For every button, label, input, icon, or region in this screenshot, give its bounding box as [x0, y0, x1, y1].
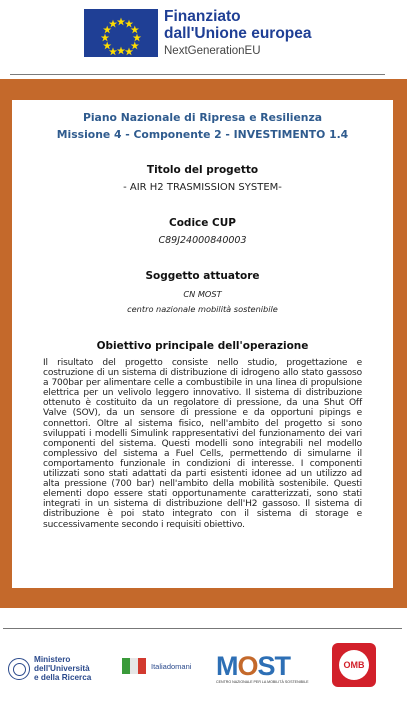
cup-heading: Codice CUP: [169, 217, 236, 229]
poster-frame: [0, 79, 407, 608]
mur-line-1: Ministero: [34, 655, 71, 664]
poster-title-line-1: Piano Nazionale di Ripresa e Resilienza: [82, 111, 323, 124]
eu-line-1: Finanziato: [164, 8, 241, 26]
mur-logo: [8, 655, 91, 682]
eu-line-2: dall'Unione europea: [164, 24, 312, 42]
objective-heading: Obiettivo principale dell'operazione: [96, 340, 309, 352]
objective-text: Il risultato del progetto consiste nello studio, progettazione e costruzione di un sistema di distribuzione di idrogeno allo stato gassoso a 700bar per alimentare celle a combustibile in una linea di propulsione elettrica per un velivolo leggero innovativo. Il sistema di distribuzione ottenuto è costituito da un regolatore di pressione, da una Shut Off Valve (SOV), da un sensore di pressione e da opportuni pipings e connettori. Oltre al sistema fisico, nell'ambito del progetto si sono sviluppati i modelli Simulink rappresentativi del funzionamento dei vari componenti del sistema. Questi modelli sono integrabili nel modello complessivo del sistema a Fuel Cells, permettendo di simularne il comportamento funzionale in condizioni di interesse. I componenti utilizzati sono stati adattati da parti esistenti idonee ad un utilizzo ad alta pressione (700 bar) nell'ambito della mobilità sostenibile. Questi elementi dopo essere stati opportunamente caratterizzati, sono stati integrati in un sistema di distribuzione dell'H2 gassoso. Il sistema di distribuzione è poi stato integrato con il sistema di storage e successivamente secondo i requisiti obiettivo.: [43, 358, 362, 530]
omb-disc-icon: [339, 650, 369, 680]
header-divider: [10, 74, 385, 75]
eu-funding-logo: [84, 5, 324, 61]
eu-flag-icon: [84, 9, 158, 57]
poster-panel: [12, 100, 393, 588]
italiadomani-logo: [122, 658, 191, 674]
project-title-heading: Titolo del progetto: [146, 164, 259, 176]
soggetto-description: centro nazionale mobilità sostenibile: [127, 304, 278, 314]
republic-seal-icon: [8, 658, 30, 680]
italiadomani-text: Italiadomani: [151, 661, 192, 671]
project-title: - AIR H2 TRASMISSION SYSTEM-: [123, 182, 282, 193]
footer-divider: [3, 628, 402, 629]
most-wordmark: MOST: [216, 651, 291, 681]
omb-logo: [332, 643, 376, 687]
soggetto-name: CN MOST: [183, 289, 222, 299]
most-subtitle: CENTRO NAZIONALE PER LA MOBILITÀ SOSTENIBILE: [216, 680, 309, 684]
most-logo: [216, 651, 309, 684]
omb-text: OMB: [343, 660, 365, 670]
eu-line-3: NextGenerationEU: [164, 44, 261, 57]
poster-title-line-2: Missione 4 - Componente 2 - INVESTIMENTO 1.4: [56, 128, 349, 141]
italian-flag-icon: [122, 658, 148, 674]
soggetto-heading: Soggetto attuatore: [145, 270, 260, 282]
mur-line-3: e della Ricerca: [34, 673, 92, 682]
cup-code: C89J24000840003: [158, 235, 247, 246]
mur-line-2: dell'Università: [34, 664, 90, 673]
